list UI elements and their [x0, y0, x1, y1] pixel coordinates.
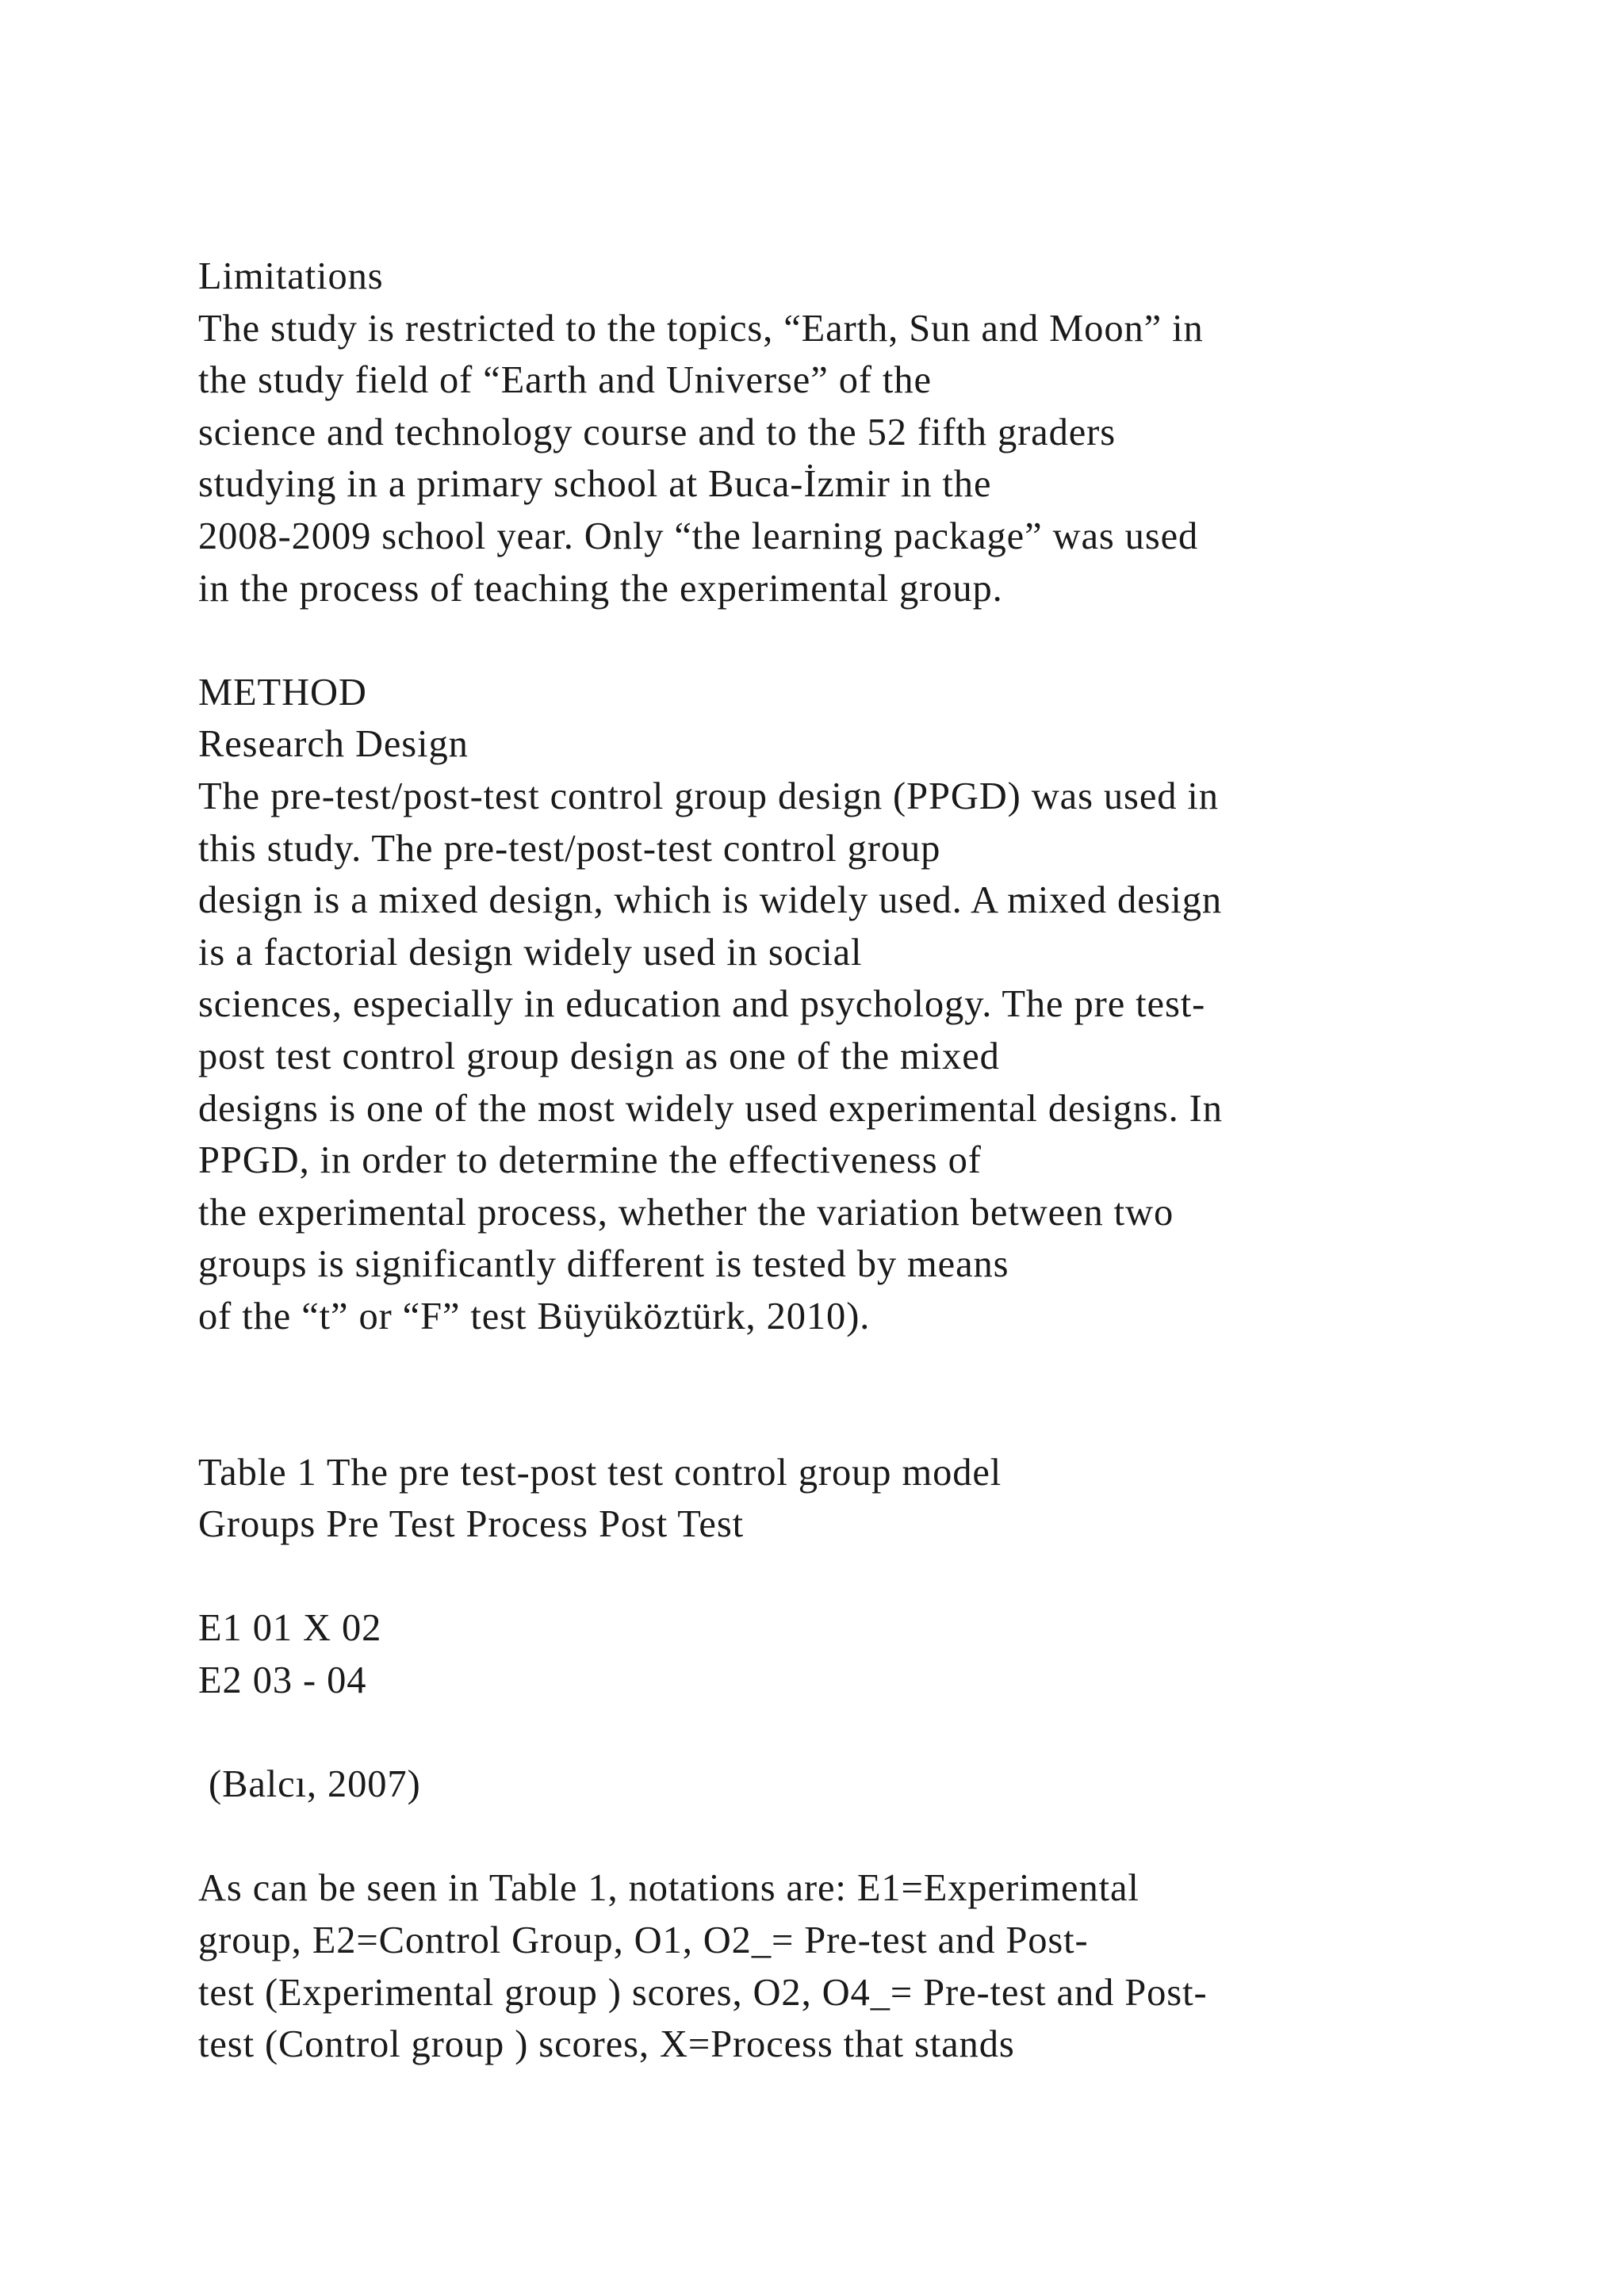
text-line: PPGD, in order to determine the effectiveness of [198, 1139, 982, 1182]
text-line: design is a mixed design, which is widely used. A mixed design [198, 879, 1223, 922]
table-caption: Table 1 The pre test-post test control group model [198, 1451, 1002, 1494]
table-row: E1 01 X 02 [198, 1607, 382, 1650]
text-line: post test control group design as one of the mixed [198, 1035, 1000, 1077]
table-row: E2 03 - 04 [198, 1659, 367, 1702]
text-line: designs is one of the most widely used experimental designs. In [198, 1087, 1223, 1130]
blank-line [198, 1395, 1546, 1447]
blank-line [198, 614, 1546, 667]
text-line: group, E2=Control Group, O1, O2_= Pre-test and Post- [198, 1919, 1089, 1961]
text-line: test (Experimental group ) scores, O2, O4_= Pre-test and Post- [198, 1971, 1208, 2014]
subheading-research-design: Research Design [198, 723, 469, 766]
blank-line [198, 1811, 1546, 1863]
text-line: test (Control group ) scores, X=Process that stands [198, 2023, 1015, 2066]
text-line: The pre-test/post-test control group design (PPGD) was used in [198, 775, 1219, 817]
text-line: 2008-2009 school year. Only “the learning package” was used [198, 515, 1199, 557]
blank-line [198, 1342, 1546, 1395]
text-line: As can be seen in Table 1, notations are: E1=Experimental [198, 1867, 1139, 1910]
text-line: in the process of teaching the experimental group. [198, 567, 1003, 610]
text-line: of the “t” or “F” test Büyüköztürk, 2010). [198, 1295, 871, 1337]
text-line: groups is significantly different is tested by means [198, 1243, 1009, 1286]
section-heading-limitations: Limitations [198, 255, 384, 297]
text-line: this study. The pre-test/post-test control group [198, 827, 941, 870]
text-line: studying in a primary school at Buca-İzmir in the [198, 463, 992, 506]
text-line: the study field of “Earth and Universe” of the [198, 359, 932, 402]
text-line: the experimental process, whether the variation between two [198, 1191, 1174, 1234]
table-header-row: Groups Pre Test Process Post Test [198, 1503, 745, 1546]
section-heading-method: METHOD [198, 671, 367, 714]
text-line: is a factorial design widely used in social [198, 931, 863, 974]
table-source-citation: (Balcı, 2007) [198, 1763, 421, 1806]
blank-line [198, 1707, 1546, 1759]
text-line: science and technology course and to the 52 fifth graders [198, 411, 1116, 453]
text-line: The study is restricted to the topics, “Earth, Sun and Moon” in [198, 307, 1204, 350]
blank-line [198, 1551, 1546, 1603]
document-body [198, 251, 1546, 2071]
text-line: sciences, especially in education and psychology. The pre test- [198, 983, 1206, 1026]
